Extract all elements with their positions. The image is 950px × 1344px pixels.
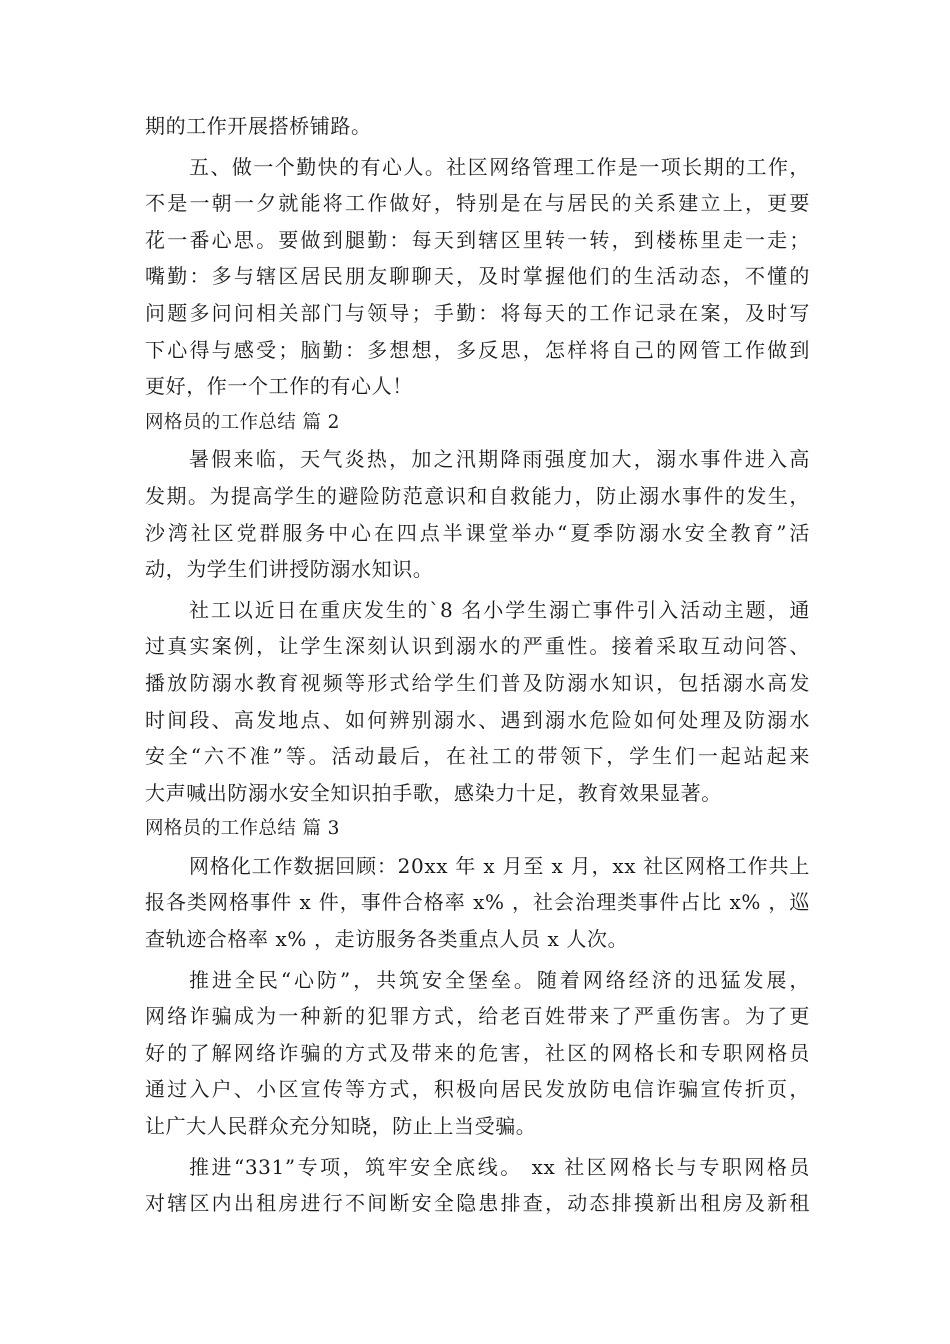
paragraph-line: 网络诈骗成为一种新的犯罪方式，给老百姓带来了严重伤害。为了更 bbox=[145, 1004, 810, 1029]
paragraph-line: 时间段、高发地点、如何辨别溺水、遇到溺水危险如何处理及防溺水 bbox=[145, 707, 810, 732]
paragraph-line: 下心得与感受；脑勤：多想想，多反思，怎样将自己的网管工作做到 bbox=[145, 337, 810, 362]
paragraph-line: 好的了解网络诈骗的方式及带来的危害，社区的网格长和专职网格员 bbox=[145, 1040, 810, 1065]
paragraph-line: 查轨迹合格率 x% ，走访服务各类重点人员 x 人次。 bbox=[145, 927, 629, 952]
paragraph-line: 对辖区内出租房进行不间断安全隐患排查，动态排摸新出租房及新租 bbox=[145, 1191, 810, 1216]
paragraph-line: 动，为学生们讲授防溺水知识。 bbox=[145, 557, 434, 582]
section-heading: 网格员的工作总结 篇 3 bbox=[145, 818, 340, 840]
paragraph-line: 嘴勤：多与辖区居民朋友聊聊天，及时掌握他们的生活动态，不懂的 bbox=[145, 264, 810, 289]
paragraph-line: 期的工作开展搭桥铺路。 bbox=[145, 114, 372, 138]
paragraph-line: 播放防溺水教育视频等形式给学生们普及防溺水知识，包括溺水高发 bbox=[145, 670, 810, 695]
paragraph-line: 问题多问问相关部门与领导；手勤：将每天的工作记录在案，及时写 bbox=[145, 300, 810, 325]
paragraph-line: 让广大人民群众充分知晓，防止上当受骗。 bbox=[145, 1114, 537, 1139]
paragraph-line: 报各类网格事件 x 件，事件合格率 x% ，社会治理类事件占比 x% ，巡 bbox=[145, 890, 810, 915]
paragraph-line: 网格化工作数据回顾：20xx 年 x 月至 x 月，xx 社区网格工作共上 bbox=[189, 853, 810, 878]
paragraph-line: 大声喊出防溺水安全知识拍手歌，感染力十足，教育效果显著。 bbox=[145, 780, 722, 805]
paragraph-line: 推进全民“心防”，共筑安全堡垒。随着网络经济的迅猛发展， bbox=[189, 967, 810, 992]
paragraph-line: 通过入户、小区宣传等方式，积极向居民发放防电信诈骗宣传折页， bbox=[145, 1077, 810, 1102]
paragraph-line: 花一番心思。要做到腿勤：每天到辖区里转一转，到楼栋里走一走； bbox=[145, 227, 810, 252]
section-heading: 网格员的工作总结 篇 2 bbox=[145, 411, 340, 433]
paragraph-line: 推进“331”专项，筑牢安全底线。 xx 社区网格长与专职网格员 bbox=[189, 1154, 810, 1179]
paragraph-line: 五、做一个勤快的有心人。社区网络管理工作是一项长期的工作， bbox=[189, 154, 810, 179]
paragraph-line: 过真实案例，让学生深刻认识到溺水的严重性。接着采取互动问答、 bbox=[145, 634, 810, 659]
paragraph-line: 不是一朝一夕就能将工作做好，特别是在与居民的关系建立上，更要 bbox=[145, 191, 810, 216]
paragraph-line: 更好，作一个工作的有心人！ bbox=[145, 374, 413, 399]
paragraph-line: 沙湾社区党群服务中心在四点半课堂举办“夏季防溺水安全教育”活 bbox=[145, 520, 810, 545]
document-page bbox=[145, 108, 810, 1222]
paragraph-line: 安全“六不准”等。活动最后，在社工的带领下，学生们一起站起来 bbox=[145, 744, 810, 769]
paragraph-line: 社工以近日在重庆发生的`8 名小学生溺亡事件引入活动主题，通 bbox=[189, 597, 810, 622]
paragraph-line: 暑假来临，天气炎热，加之汛期降雨强度加大，溺水事件进入高 bbox=[189, 447, 810, 472]
paragraph-line: 发期。为提高学生的避险防范意识和自救能力，防止溺水事件的发生， bbox=[145, 483, 810, 508]
